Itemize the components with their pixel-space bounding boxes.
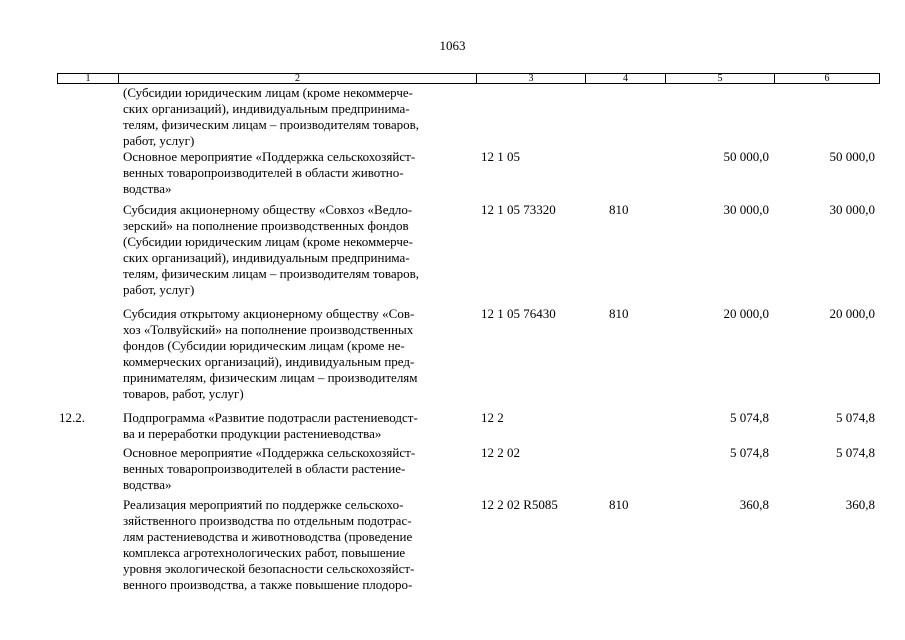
description-line: зяйственного производства по отдельным подотрас- (123, 513, 412, 528)
row-expense-type: 810 (609, 202, 629, 217)
header-col-4: 4 (585, 74, 665, 83)
row-value-col6: 360,8 (845, 497, 875, 512)
row-number: 12.2. (59, 410, 85, 425)
row-value-col6: 50 000,0 (829, 149, 875, 164)
row-code: 12 2 02 (481, 445, 520, 460)
row-value-col6: 20 000,0 (829, 306, 875, 321)
description-line: водства» (123, 181, 172, 196)
row-description (123, 445, 473, 493)
description-line: хоз «Толвуйский» на пополнение производственных (123, 322, 414, 337)
description-line: Подпрограмма «Развитие подотрасли растениеводст- (123, 410, 418, 425)
row-value-col5: 5 074,8 (730, 410, 769, 425)
row-description (123, 85, 473, 149)
budget-table (57, 73, 880, 601)
row-value-col6: 30 000,0 (829, 202, 875, 217)
row-expense-type: 810 (609, 497, 629, 512)
description-line: товаров, работ, услуг) (123, 386, 244, 401)
table-header-row (57, 73, 880, 84)
description-line: венных товаропроизводителей в области растение- (123, 461, 406, 476)
row-description (123, 306, 473, 402)
description-line: фондов (Субсидии юридическим лицам (кроме не- (123, 338, 405, 353)
description-line: коммерческих организаций), индивидуальным пред- (123, 354, 415, 369)
description-line: Основное мероприятие «Поддержка сельскохозяйст- (123, 149, 416, 164)
header-col-6: 6 (774, 74, 879, 83)
description-line: зерский» на пополнение производственных фондов (123, 218, 409, 233)
description-line: Основное мероприятие «Поддержка сельскохозяйст- (123, 445, 416, 460)
description-line: венного производства, а также повышение плодоро- (123, 577, 413, 592)
table-row (57, 306, 880, 410)
header-col-2: 2 (118, 74, 476, 83)
row-code: 12 1 05 76430 (481, 306, 556, 321)
row-code: 12 1 05 73320 (481, 202, 556, 217)
header-col-1: 1 (85, 73, 91, 84)
description-line: (Субсидии юридическим лицам (кроме некоммерче- (123, 85, 413, 100)
page-number: 1063 (439, 38, 466, 53)
description-line: Субсидия открытому акционерному обществу «Сов- (123, 306, 415, 321)
row-description (123, 202, 473, 298)
row-expense-type: 810 (609, 306, 629, 321)
description-line: комплекса агротехнологических работ, повышение (123, 545, 406, 560)
row-value-col6: 5 074,8 (836, 445, 875, 460)
description-line: венных товаропроизводителей в области животно- (123, 165, 404, 180)
description-line: лям растениеводства и животноводства (проведение (123, 529, 413, 544)
description-line: работ, услуг) (123, 133, 195, 148)
row-description (123, 149, 473, 197)
description-line: (Субсидии юридическим лицам (кроме некоммерче- (123, 234, 413, 249)
row-description (123, 410, 473, 442)
table-row (57, 85, 880, 149)
description-line: ва и переработки продукции растениеводства» (123, 426, 382, 441)
table-row (57, 445, 880, 497)
row-code: 12 2 (481, 410, 504, 425)
description-line: телям, физическим лицам – производителям товаров, (123, 266, 419, 281)
table-row (57, 202, 880, 306)
row-code: 12 1 05 (481, 149, 520, 164)
row-code: 12 2 02 R5085 (481, 497, 558, 512)
header-col-3: 3 (476, 74, 585, 83)
row-value-col5: 360,8 (739, 497, 769, 512)
row-value-col5: 50 000,0 (723, 149, 769, 164)
table-row (57, 410, 880, 445)
description-line: Реализация мероприятий по поддержке сельскохо- (123, 497, 404, 512)
description-line: работ, услуг) (123, 282, 195, 297)
description-line: ских организаций), индивидуальным предпринима- (123, 101, 410, 116)
row-value-col5: 20 000,0 (723, 306, 769, 321)
description-line: Субсидия акционерному обществу «Совхоз «Ведло- (123, 202, 413, 217)
table-row (57, 149, 880, 202)
row-value-col5: 30 000,0 (723, 202, 769, 217)
header-col-5: 5 (665, 74, 774, 83)
description-line: телям, физическим лицам – производителям товаров, (123, 117, 419, 132)
row-description (123, 497, 473, 593)
row-value-col5: 5 074,8 (730, 445, 769, 460)
table-row (57, 497, 880, 601)
description-line: принимателям, физическим лицам – производителям (123, 370, 418, 385)
row-value-col6: 5 074,8 (836, 410, 875, 425)
description-line: ских организаций), индивидуальным предпринима- (123, 250, 410, 265)
description-line: водства» (123, 477, 172, 492)
description-line: уровня экологической безопасности сельскохозяйст- (123, 561, 415, 576)
